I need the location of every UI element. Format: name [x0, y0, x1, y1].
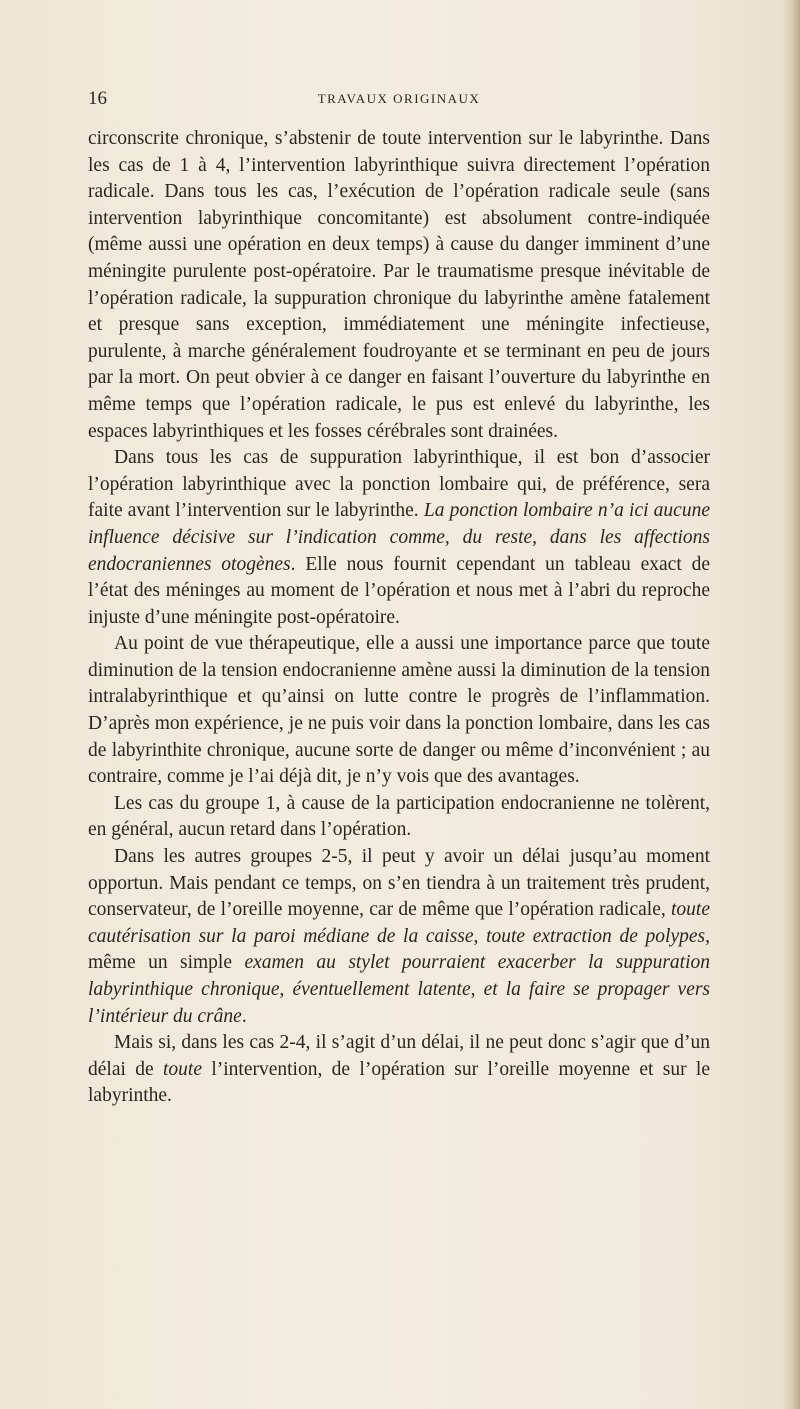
page-header	[88, 88, 710, 118]
text-segment: .	[241, 1005, 247, 1027]
paragraph	[88, 844, 710, 1030]
running-head: TRAVAUX ORIGINAUX	[317, 91, 481, 106]
italic-text-segment: et la faire se propager vers l’intérieur du crâne	[88, 979, 711, 1027]
paragraph	[88, 1030, 710, 1110]
italic-text-segment: toute cautérisation sur la paroi médiane de la caisse	[88, 899, 710, 947]
text-segment: . Elle nous fournit cependant un tableau exact de l’état des méninges au moment de l’opération et nous met à l’abri du reproche injuste d’une méningite post-opératoire.	[88, 553, 710, 628]
paragraph	[88, 791, 710, 844]
text-segment: Au point de vue thérapeutique, elle a aussi une importance parce que toute diminution de la tension endocranienne amène aussi la diminution de la tension intralabyrinthique et qu’ainsi on lutte contre le progrès de l’inflammation. D’après mon expérience, je ne puis voir dans la ponction lombaire, dans les cas de labyrinthite chronique, aucune sorte de danger ou même d’inconvénient ; au contraire, comme je l’ai déjà dit, je n’y vois que des avantages.	[88, 633, 710, 788]
paragraph	[88, 126, 710, 445]
paragraph	[88, 445, 710, 631]
italic-text-segment: toute extraction de polypes	[486, 925, 706, 947]
text-segment: ,	[279, 979, 293, 1000]
text-segment: circonscrite chronique, s’abstenir de toute intervention sur le labyrinthe. Dans les cas de 1 à 4, l’intervention labyrinthique suivra directement l’opération radicale. Dans tous les cas, l’exécution de l’opération radicale seule (sans intervention labyrinthique concomitante) est absolument contre-indiquée (même aussi une opération en deux temps) à cause du danger imminent d’une méningite purulente post-opératoire. Par le traumatisme presque inévitable de l’opération radicale, la suppuration chronique du labyrinthe amène fatalement et presque sans exception, immédiatement une méningite infectieuse, purulente, à marche généralement foudroyante et se terminant en peu de jours par la mort. On peut obvier à ce danger en faisant l’ouverture du labyrinthe en même temps que l’opération radicale, le pus est enlevé du labyrinthe, les espaces labyrinthiques et les fosses cérébrales sont drainées.	[88, 128, 710, 442]
italic-text-segment: éventuellement latente	[292, 979, 471, 1000]
text-segment: , même un simple	[88, 925, 710, 974]
page-edge-shadow	[782, 0, 800, 1409]
text-segment: Les cas du groupe 1, à cause de la participation endocranienne ne tolèrent, en général, aucun retard dans l’opération.	[88, 792, 710, 841]
text-segment: l’intervention, de l’opération sur l’oreille moyenne et sur le labyrinthe.	[88, 1058, 710, 1107]
text-segment: Mais si, dans les cas 2-4, il s’agit d’un délai, il ne peut donc s’agir que d’un délai de	[88, 1032, 710, 1080]
text-segment: ,	[473, 925, 487, 947]
italic-text-segment: toute	[162, 1058, 202, 1080]
body-text	[88, 126, 710, 1110]
paragraph	[88, 631, 710, 791]
italic-text-segment: La ponction lombaire n’a ici aucune influence décisive sur l’indication comme, du reste, dans les affections endocraniennes otogènes	[88, 500, 710, 575]
italic-text-segment: examen au stylet pourraient exacerber la suppuration labyrinthique chronique	[88, 952, 710, 1000]
page-number: 16	[88, 88, 107, 109]
text-segment: ,	[470, 979, 484, 1000]
text-segment: Dans tous les cas de suppuration labyrinthique, il est bon d’associer l’opération labyrinthique avec la ponction lombaire qui, de préférence, sera faite avant l’intervention sur le labyrinthe.	[88, 447, 710, 522]
text-segment: Dans les autres groupes 2-5, il peut y avoir un délai jusqu’au moment opportun. Mais pendant ce temps, on s’en tiendra à un traitement très prudent, conservateur, de l’oreille moyenne, car de même que l’opération radicale,	[88, 846, 710, 921]
